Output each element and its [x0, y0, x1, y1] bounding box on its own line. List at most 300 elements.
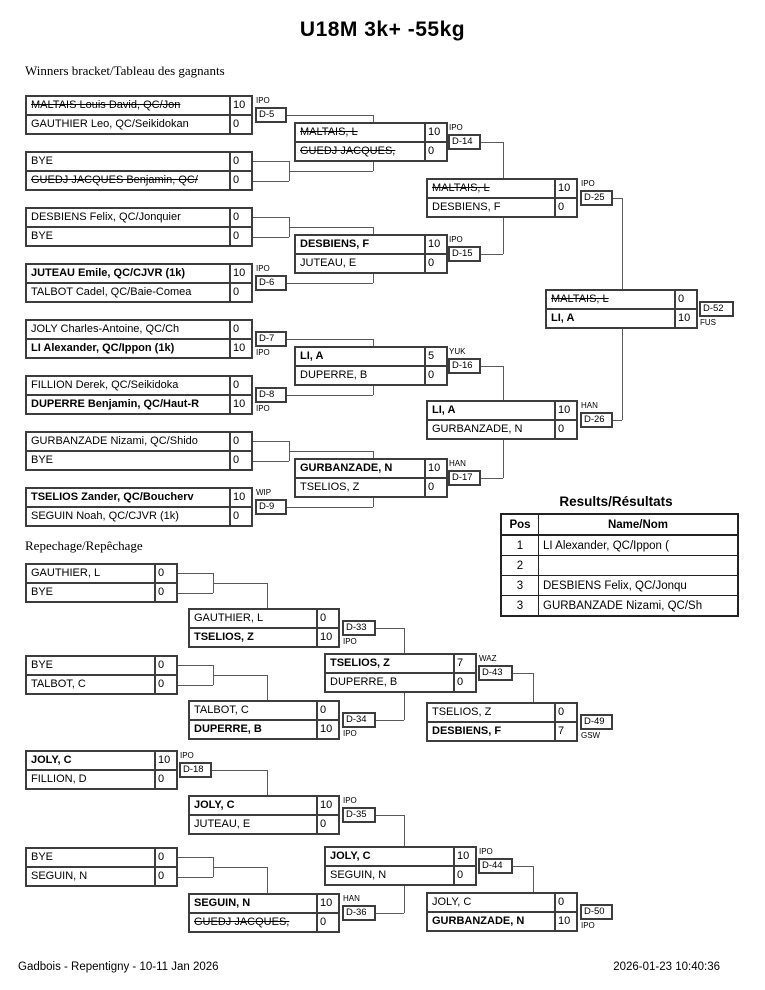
athlete-score: 0	[154, 657, 176, 674]
athlete-name: LI Alexander, QC/Ippon (1k)	[31, 342, 175, 354]
match-number-tag: D-18	[179, 762, 212, 778]
result-pos: 3	[501, 576, 539, 596]
win-type-code: IPO	[581, 921, 595, 930]
athlete-row	[190, 797, 338, 814]
connector-line	[503, 440, 504, 478]
match-d-33	[188, 608, 340, 648]
connector-line	[376, 628, 404, 629]
athlete-score: 10	[316, 629, 338, 646]
athlete-score: 0	[453, 867, 475, 884]
results-row	[501, 596, 738, 617]
connector-line	[513, 866, 533, 867]
results-table	[500, 513, 739, 617]
athlete-name: GURBANZADE, N	[432, 915, 525, 927]
athlete-name: SEGUIN Noah, QC/CJVR (1k)	[31, 510, 179, 522]
athlete-name: DUPERRE Benjamin, QC/Haut-R	[31, 398, 200, 410]
athlete-row	[27, 153, 251, 170]
athlete-name: GAUTHIER, L	[31, 567, 101, 579]
winners-section-label: Winners bracket/Tableau des gagnants	[25, 63, 225, 78]
connector-line	[267, 583, 268, 608]
athlete-name: FILLION, D	[31, 773, 87, 785]
athlete-score: 0	[229, 452, 251, 469]
athlete-row	[428, 911, 576, 930]
match-number-tag: D-34	[342, 712, 376, 728]
athlete-row	[428, 197, 576, 216]
result-pos: 1	[501, 535, 539, 556]
connector-line	[253, 461, 289, 462]
athlete-row	[27, 582, 176, 601]
athlete-row	[428, 721, 576, 740]
athlete-row	[27, 114, 251, 133]
athlete-score: 10	[424, 236, 446, 253]
connector-line	[177, 877, 213, 878]
athlete-score: 0	[154, 584, 176, 601]
match-d-14	[294, 122, 448, 162]
athlete-score: 0	[554, 199, 576, 216]
athlete-score: 10	[154, 752, 176, 769]
match-w13	[25, 207, 253, 247]
athlete-score: 10	[229, 396, 251, 413]
win-type-code: IPO	[256, 96, 270, 105]
athlete-score: 0	[229, 508, 251, 525]
connector-line	[253, 441, 289, 442]
match-d-25	[426, 178, 578, 218]
match-number-tag: D-5	[255, 107, 287, 123]
connector-line	[253, 217, 289, 218]
connector-line	[533, 866, 534, 892]
athlete-name: TSELIOS, Z	[300, 481, 360, 493]
athlete-score: 0	[229, 284, 251, 301]
athlete-row	[27, 209, 251, 226]
match-w17	[25, 431, 253, 471]
athlete-score: 0	[554, 894, 576, 911]
repechage-section-label: Repechage/Repêchage	[25, 538, 143, 553]
win-type-code: IPO	[343, 796, 357, 805]
athlete-name: TALBOT, C	[31, 678, 86, 690]
match-d-15	[294, 234, 448, 274]
win-type-code: GSW	[581, 731, 601, 740]
athlete-row	[27, 321, 251, 338]
athlete-name: JOLY, C	[31, 754, 72, 766]
connector-line	[503, 218, 504, 254]
athlete-score: 10	[229, 489, 251, 506]
match-number-tag: D-17	[448, 470, 481, 486]
athlete-score: 0	[154, 565, 176, 582]
athlete-name: JOLY, C	[432, 896, 472, 908]
win-type-code: IPO	[343, 729, 357, 738]
athlete-name: LI, A	[300, 350, 324, 362]
win-type-code: FUS	[700, 318, 716, 327]
win-type-code: IPO	[256, 264, 270, 273]
athlete-row	[27, 338, 251, 357]
connector-line	[267, 770, 268, 795]
match-d-17	[294, 458, 448, 498]
connector-line	[376, 913, 404, 914]
athlete-row	[326, 848, 475, 865]
athlete-row	[27, 170, 251, 189]
connector-line	[177, 685, 213, 686]
athlete-row	[27, 433, 251, 450]
connector-line	[287, 507, 373, 508]
athlete-row	[428, 180, 576, 197]
connector-line	[503, 142, 504, 178]
connector-line	[622, 198, 623, 289]
athlete-name: BYE	[31, 659, 54, 671]
connector-line	[373, 162, 374, 171]
connector-line	[481, 142, 503, 143]
connector-line	[289, 171, 373, 172]
athlete-name: BYE	[31, 454, 54, 466]
connector-line	[404, 628, 405, 653]
connector-line	[177, 593, 213, 594]
athlete-row	[296, 253, 446, 272]
result-name	[539, 556, 739, 576]
athlete-name: GAUTHIER, L	[194, 612, 264, 624]
athlete-name: GUEDJ JACQUES Benjamin, QC/	[31, 174, 198, 186]
athlete-name: DESBIENS Felix, QC/Jonquier	[31, 211, 181, 223]
match-r12	[25, 655, 178, 695]
win-type-code: YUK	[449, 347, 466, 356]
athlete-row	[27, 866, 176, 885]
athlete-row	[190, 702, 338, 719]
athlete-name: JOLY, C	[194, 799, 235, 811]
athlete-name: MALTAIS, L	[432, 182, 490, 194]
athlete-name: SEGUIN, N	[31, 870, 88, 882]
match-d-8	[25, 375, 253, 415]
athlete-row	[27, 752, 176, 769]
athlete-row	[27, 394, 251, 413]
athlete-score: 0	[229, 116, 251, 133]
athlete-name: BYE	[31, 155, 54, 167]
connector-line	[481, 478, 503, 479]
match-d-35	[188, 795, 340, 835]
athlete-name: LI, A	[551, 312, 575, 324]
match-d-34	[188, 700, 340, 740]
connector-line	[373, 451, 374, 458]
athlete-score: 0	[424, 479, 446, 496]
connector-line	[177, 573, 213, 574]
athlete-name: BYE	[31, 586, 54, 598]
match-d-18	[25, 750, 178, 790]
footer-print-timestamp: 2026-01-23 10:40:36	[613, 961, 720, 973]
result-pos: 3	[501, 596, 539, 617]
connector-line	[404, 693, 405, 720]
match-number-tag: D-7	[255, 331, 287, 347]
connector-line	[177, 857, 213, 858]
athlete-name: SEGUIN, N	[330, 869, 387, 881]
win-type-code: WIP	[256, 488, 272, 497]
athlete-row	[428, 704, 576, 721]
athlete-row	[27, 657, 176, 674]
athlete-row	[296, 124, 446, 141]
athlete-row	[27, 97, 251, 114]
connector-line	[253, 161, 289, 162]
connector-line	[481, 254, 503, 255]
results-col-pos: Pos	[501, 514, 539, 535]
win-type-code: IPO	[256, 348, 270, 357]
match-d-5	[25, 95, 253, 135]
athlete-name: JOLY Charles-Antoine, QC/Ch	[31, 323, 180, 335]
match-number-tag: D-35	[342, 807, 376, 823]
win-type-code: IPO	[479, 847, 493, 856]
athlete-score: 0	[424, 143, 446, 160]
result-pos: 2	[501, 556, 539, 576]
match-d-50	[426, 892, 578, 932]
athlete-score: 10	[424, 460, 446, 477]
connector-line	[404, 886, 405, 913]
connector-line	[289, 227, 373, 228]
win-type-code: HAN	[449, 459, 466, 468]
athlete-name: JOLY, C	[330, 850, 371, 862]
connector-line	[373, 339, 374, 346]
page-title: U18M 3k+ -55kg	[299, 18, 466, 41]
match-number-tag: D-43	[478, 665, 513, 681]
match-w12	[25, 151, 253, 191]
match-d-16	[294, 346, 448, 386]
athlete-row	[547, 291, 696, 308]
connector-line	[503, 366, 504, 400]
results-row	[501, 535, 738, 556]
athlete-score: 0	[229, 153, 251, 170]
match-number-tag: D-14	[448, 134, 481, 150]
athlete-row	[27, 849, 176, 866]
athlete-name: BYE	[31, 230, 54, 242]
connector-line	[287, 339, 373, 340]
athlete-row	[27, 377, 251, 394]
athlete-row	[428, 894, 576, 911]
athlete-row	[190, 912, 338, 931]
athlete-row	[326, 655, 475, 672]
athlete-row	[296, 141, 446, 160]
connector-line	[533, 673, 534, 702]
athlete-score: 0	[424, 255, 446, 272]
athlete-score: 7	[453, 655, 475, 672]
footer-event: Gadbois - Repentigny - 10-11 Jan 2026	[18, 961, 219, 973]
match-d-36	[188, 893, 340, 933]
athlete-score: 0	[316, 702, 338, 719]
athlete-score: 0	[154, 849, 176, 866]
athlete-row	[296, 365, 446, 384]
athlete-score: 0	[154, 676, 176, 693]
athlete-score: 10	[316, 797, 338, 814]
athlete-score: 0	[554, 704, 576, 721]
athlete-row	[190, 895, 338, 912]
athlete-row	[27, 282, 251, 301]
athlete-name: TSELIOS, Z	[330, 657, 390, 669]
results-heading: Results/Résultats	[559, 494, 673, 509]
athlete-row	[296, 348, 446, 365]
match-number-tag: D-6	[255, 275, 287, 291]
athlete-score: 0	[154, 868, 176, 885]
athlete-score: 0	[453, 674, 475, 691]
athlete-name: JUTEAU, E	[194, 818, 251, 830]
results-header-row	[501, 514, 738, 535]
connector-line	[622, 329, 623, 420]
match-d-44	[324, 846, 477, 886]
match-number-tag: D-36	[342, 905, 376, 921]
athlete-score: 10	[453, 848, 475, 865]
athlete-name: GAUTHIER Leo, QC/Seikidokan	[31, 118, 189, 130]
athlete-row	[428, 419, 576, 438]
athlete-row	[27, 769, 176, 788]
athlete-row	[27, 265, 251, 282]
connector-line	[287, 283, 373, 284]
connector-line	[373, 498, 374, 507]
connector-line	[253, 237, 289, 238]
result-name: GURBANZADE Nizami, QC/Sh	[539, 596, 739, 617]
athlete-name: TALBOT, C	[194, 704, 249, 716]
athlete-row	[326, 865, 475, 884]
athlete-name: LI, A	[432, 404, 456, 416]
athlete-name: GUEDJ JACQUES,	[300, 145, 396, 157]
connector-line	[376, 720, 404, 721]
match-d-7	[25, 319, 253, 359]
athlete-row	[296, 460, 446, 477]
athlete-name: DUPERRE, B	[300, 369, 368, 381]
win-type-code: IPO	[343, 637, 357, 646]
athlete-row	[27, 506, 251, 525]
athlete-score: 0	[229, 228, 251, 245]
athlete-name: MALTAIS Louis David, QC/Jon	[31, 99, 181, 111]
athlete-name: BYE	[31, 851, 54, 863]
athlete-name: TSELIOS Zander, QC/Boucherv	[31, 491, 194, 503]
athlete-score: 0	[229, 321, 251, 338]
win-type-code: IPO	[256, 404, 270, 413]
connector-line	[513, 673, 533, 674]
match-d-52	[545, 289, 698, 329]
connector-line	[213, 867, 267, 868]
athlete-score: 0	[316, 816, 338, 833]
connector-line	[373, 115, 374, 122]
match-r11	[25, 563, 178, 603]
athlete-row	[296, 477, 446, 496]
athlete-score: 10	[554, 180, 576, 197]
connector-line	[613, 198, 622, 199]
athlete-row	[428, 402, 576, 419]
athlete-score: 0	[154, 771, 176, 788]
match-number-tag: D-44	[478, 858, 513, 874]
athlete-score: 0	[229, 433, 251, 450]
connector-line	[253, 181, 289, 182]
athlete-score: 10	[554, 402, 576, 419]
connector-line	[287, 115, 373, 116]
athlete-score: 0	[674, 291, 696, 308]
athlete-name: FILLION Derek, QC/Seikidoka	[31, 379, 179, 391]
athlete-name: DESBIENS, F	[432, 725, 502, 737]
win-type-code: IPO	[581, 179, 595, 188]
athlete-name: DESBIENS, F	[432, 201, 501, 213]
athlete-score: 10	[229, 97, 251, 114]
connector-line	[177, 665, 213, 666]
win-type-code: WAZ	[479, 654, 497, 663]
athlete-score: 0	[229, 377, 251, 394]
match-d-9	[25, 487, 253, 527]
connector-line	[481, 366, 503, 367]
athlete-row	[27, 226, 251, 245]
connector-line	[287, 395, 373, 396]
athlete-score: 7	[554, 723, 576, 740]
connector-line	[212, 770, 267, 771]
athlete-score: 0	[316, 610, 338, 627]
connector-line	[373, 386, 374, 395]
win-type-code: IPO	[180, 751, 194, 760]
win-type-code: HAN	[581, 401, 598, 410]
connector-line	[267, 867, 268, 893]
match-r14	[25, 847, 178, 887]
athlete-row	[547, 308, 696, 327]
athlete-row	[326, 672, 475, 691]
athlete-score: 10	[316, 721, 338, 738]
match-number-tag: D-26	[580, 412, 613, 428]
athlete-score: 0	[424, 367, 446, 384]
athlete-name: DUPERRE, B	[330, 676, 398, 688]
athlete-row	[27, 450, 251, 469]
athlete-row	[190, 814, 338, 833]
result-name: LI Alexander, QC/Ippon (	[539, 535, 739, 556]
athlete-row	[190, 627, 338, 646]
results-row	[501, 556, 738, 576]
athlete-name: MALTAIS, L	[300, 126, 358, 138]
athlete-score: 10	[316, 895, 338, 912]
result-name: DESBIENS Felix, QC/Jonqu	[539, 576, 739, 596]
athlete-score: 0	[316, 914, 338, 931]
match-number-tag: D-9	[255, 499, 287, 515]
athlete-row	[190, 610, 338, 627]
match-number-tag: D-50	[580, 904, 613, 920]
connector-line	[289, 451, 373, 452]
win-type-code: HAN	[343, 894, 360, 903]
athlete-score: 10	[554, 913, 576, 930]
connector-line	[404, 815, 405, 846]
athlete-score: 5	[424, 348, 446, 365]
athlete-row	[27, 565, 176, 582]
match-number-tag: D-49	[580, 714, 613, 730]
match-d-26	[426, 400, 578, 440]
athlete-score: 0	[554, 421, 576, 438]
match-number-tag: D-33	[342, 620, 376, 636]
athlete-name: JUTEAU Emile, QC/CJVR (1k)	[31, 267, 186, 279]
athlete-name: GURBANZADE, N	[300, 462, 393, 474]
results-col-name: Name/Nom	[539, 514, 739, 535]
athlete-score: 10	[229, 265, 251, 282]
athlete-score: 10	[674, 310, 696, 327]
athlete-score: 0	[229, 172, 251, 189]
athlete-row	[27, 674, 176, 693]
match-number-tag: D-25	[580, 190, 613, 206]
athlete-name: GURBANZADE, N	[432, 423, 523, 435]
athlete-row	[27, 489, 251, 506]
win-type-code: IPO	[449, 123, 463, 132]
match-d-43	[324, 653, 477, 693]
connector-line	[373, 227, 374, 234]
match-d-6	[25, 263, 253, 303]
match-number-tag: D-8	[255, 387, 287, 403]
athlete-name: MALTAIS, L	[551, 293, 609, 305]
athlete-score: 0	[229, 209, 251, 226]
athlete-name: DESBIENS, F	[300, 238, 370, 250]
connector-line	[376, 815, 404, 816]
match-number-tag: D-15	[448, 246, 481, 262]
connector-line	[613, 420, 622, 421]
athlete-name: GUEDJ JACQUES,	[194, 916, 290, 928]
match-number-tag: D-16	[448, 358, 481, 374]
results-row	[501, 576, 738, 596]
connector-line	[213, 583, 267, 584]
connector-line	[373, 274, 374, 283]
athlete-name: TALBOT Cadel, QC/Baie-Comea	[31, 286, 192, 298]
athlete-name: DUPERRE, B	[194, 723, 262, 735]
connector-line	[213, 675, 267, 676]
